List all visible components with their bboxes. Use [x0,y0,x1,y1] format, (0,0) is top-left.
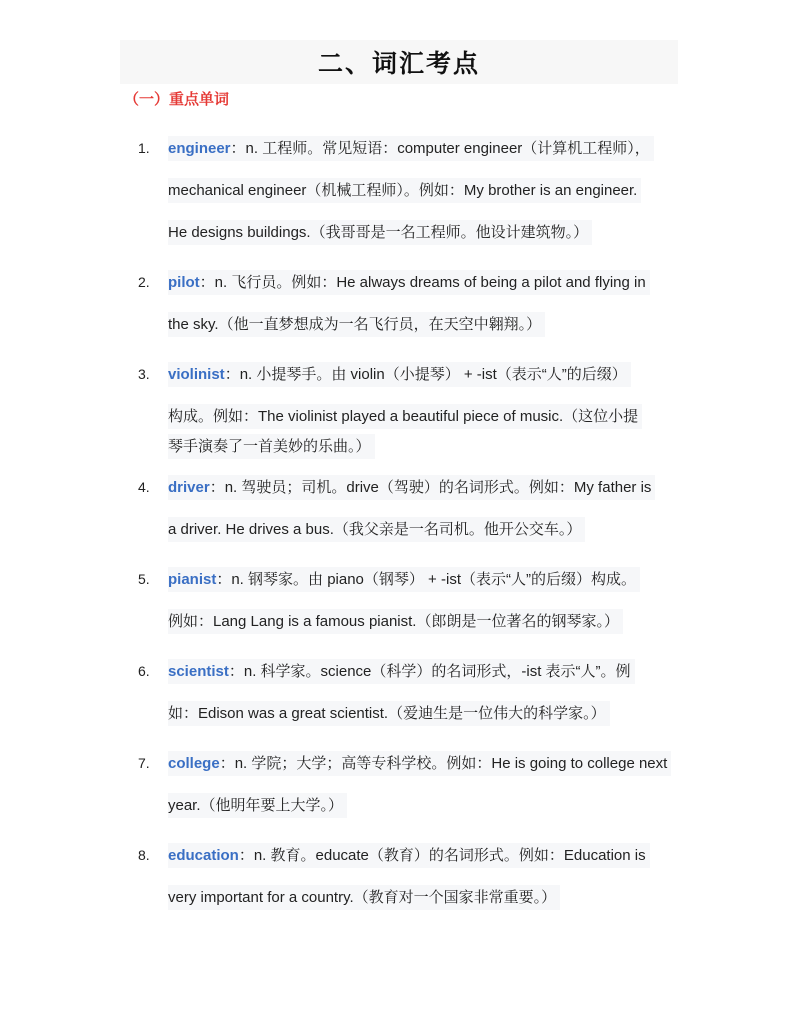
entry-text: ：n. 驾驶员；司机。drive（驾驶）的名词形式。例如：My father is [209,479,652,496]
entry-number: 8. [138,847,150,863]
entry-line: year.（他明年要上大学。） [168,793,347,818]
entry-line: the sky.（他一直梦想成为一名飞行员，在天空中翱翔。） [168,312,545,337]
entry-number: 1. [138,140,150,156]
entry-text: ：n. 学院；大学；高等专科学校。例如：He is going to college next [219,755,668,772]
entry-number: 4. [138,479,150,495]
entry-line [168,567,640,592]
entry-line [168,270,650,295]
entry-line: 构成。例如：The violinist played a beautiful piece of music.（这位小提 [168,404,642,429]
entry-line [168,751,671,776]
entry-line [168,659,635,684]
entry-line: 如：Edison was a great scientist.（爱迪生是一位伟大的科学家。） [168,701,610,726]
entry-text: ：n. 小提琴手。由 violin（小提琴） + -ist（表示“人”的后缀） [224,366,627,383]
entry-text: ：n. 飞行员。例如：He always dreams of being a pilot and flying in [199,274,646,291]
entry-number: 3. [138,366,150,382]
title-bar [120,40,678,84]
page-title: 二、词汇考点 [317,49,480,78]
entry-text: ：n. 工程师。常见短语：computer engineer（计算机工程师）， [230,140,650,157]
entry-text: ：n. 教育。educate（教育）的名词形式。例如：Education is [238,847,646,864]
section-heading: （一）重点单词 [124,90,230,108]
entry-line: mechanical engineer（机械工程师）。例如：My brother is an engineer. [168,178,641,203]
vocab-word: scientist [168,663,229,680]
entry-number: 2. [138,274,150,290]
vocab-word: education [168,847,239,864]
vocab-word: engineer [168,140,231,157]
vocab-word: violinist [168,366,225,383]
vocab-word: driver [168,479,210,496]
entry-line [168,362,631,387]
entry-line: 例如：Lang Lang is a famous pianist.（郎朗是一位著名的钢琴家。） [168,609,623,634]
entry-number: 6. [138,663,150,679]
entry-text: ：n. 科学家。science（科学）的名词形式，-ist 表示“人”。例 [228,663,631,680]
vocab-word: college [168,755,220,772]
entry-line [168,136,654,161]
vocab-word: pianist [168,571,217,588]
entry-number: 5. [138,571,150,587]
entry-line [168,843,650,868]
entry-number: 7. [138,755,150,771]
entry-line: a driver. He drives a bus.（我父亲是一名司机。他开公交车。） [168,517,585,542]
entry-line [168,475,655,500]
entry-line: 琴手演奏了一首美妙的乐曲。） [168,434,375,459]
entry-line: very important for a country.（教育对一个国家非常重要。） [168,885,560,910]
entry-line: He designs buildings.（我哥哥是一名工程师。他设计建筑物。） [168,220,592,245]
vocab-word: pilot [168,274,200,291]
entry-text: ：n. 钢琴家。由 piano（钢琴） + -ist（表示“人”的后缀）构成。 [216,571,636,588]
